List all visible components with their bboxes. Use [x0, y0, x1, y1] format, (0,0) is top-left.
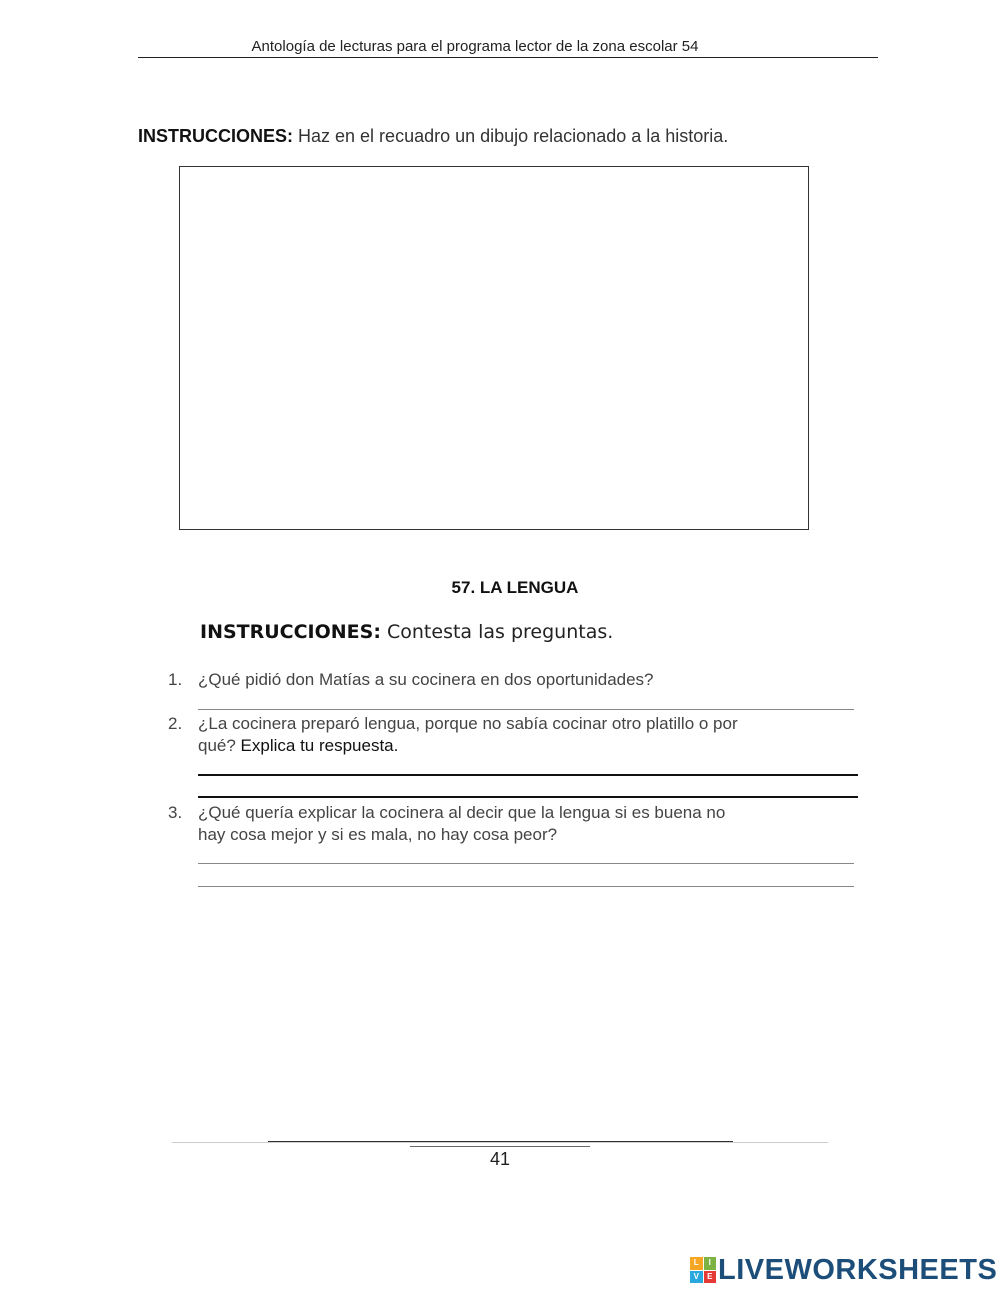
question-text-line-1: ¿Qué quería explicar la cocinera al decir que la lengua si es buena no [198, 803, 726, 822]
logo-icon-cell: E [704, 1271, 717, 1284]
logo-icon-cell: I [704, 1257, 717, 1270]
question-text-fragment: qué? [198, 736, 241, 755]
instructions-text: Contesta las preguntas. [380, 621, 614, 643]
liveworksheets-icon [690, 1257, 716, 1283]
logo-icon-cell: V [690, 1271, 703, 1284]
footer-rule [268, 1141, 733, 1142]
answer-line-q3-2[interactable] [198, 886, 854, 887]
instructions-text: Haz en el recuadro un dibujo relacionado a la historia. [293, 126, 729, 146]
question-text-line-2: hay cosa mejor y si es mala, no hay cosa peor? [198, 825, 558, 844]
answer-line-q2-1[interactable] [198, 774, 858, 776]
instructions-label: INSTRUCCIONES: [200, 621, 381, 643]
question-text: ¿Qué pidió don Matías a su cocinera en dos oportunidades? [198, 670, 654, 689]
page-number: 41 [489, 1149, 511, 1169]
header-rule [138, 57, 878, 58]
drawing-box[interactable] [179, 166, 809, 530]
question-text-line-2 [198, 735, 858, 757]
question-instructions [200, 621, 613, 643]
footer-rule [172, 1142, 828, 1143]
question-number: 1. [168, 670, 183, 689]
answer-line-q1[interactable] [198, 709, 854, 710]
logo-icon-cell: L [690, 1257, 703, 1270]
drawing-instructions [138, 126, 728, 147]
question-text-emphasis: Explica tu respuesta. [240, 736, 399, 755]
answer-line-q2-2[interactable] [198, 796, 858, 798]
liveworksheets-logo [690, 1253, 997, 1287]
logo-text: LIVEWORKSHEETS [718, 1253, 998, 1286]
question-number: 2. [168, 714, 183, 733]
instructions-label: INSTRUCCIONES: [138, 126, 294, 146]
page-header-title: Antología de lecturas para el programa lector de la zona escolar 54 [251, 38, 699, 55]
question-number: 3. [168, 803, 183, 822]
footer-rule [410, 1146, 590, 1147]
answer-line-q3-1[interactable] [198, 863, 854, 864]
section-title: 57. LA LENGUA [451, 578, 579, 597]
question-text-line-1: ¿La cocinera preparó lengua, porque no sabía cocinar otro platillo o por [198, 714, 738, 733]
